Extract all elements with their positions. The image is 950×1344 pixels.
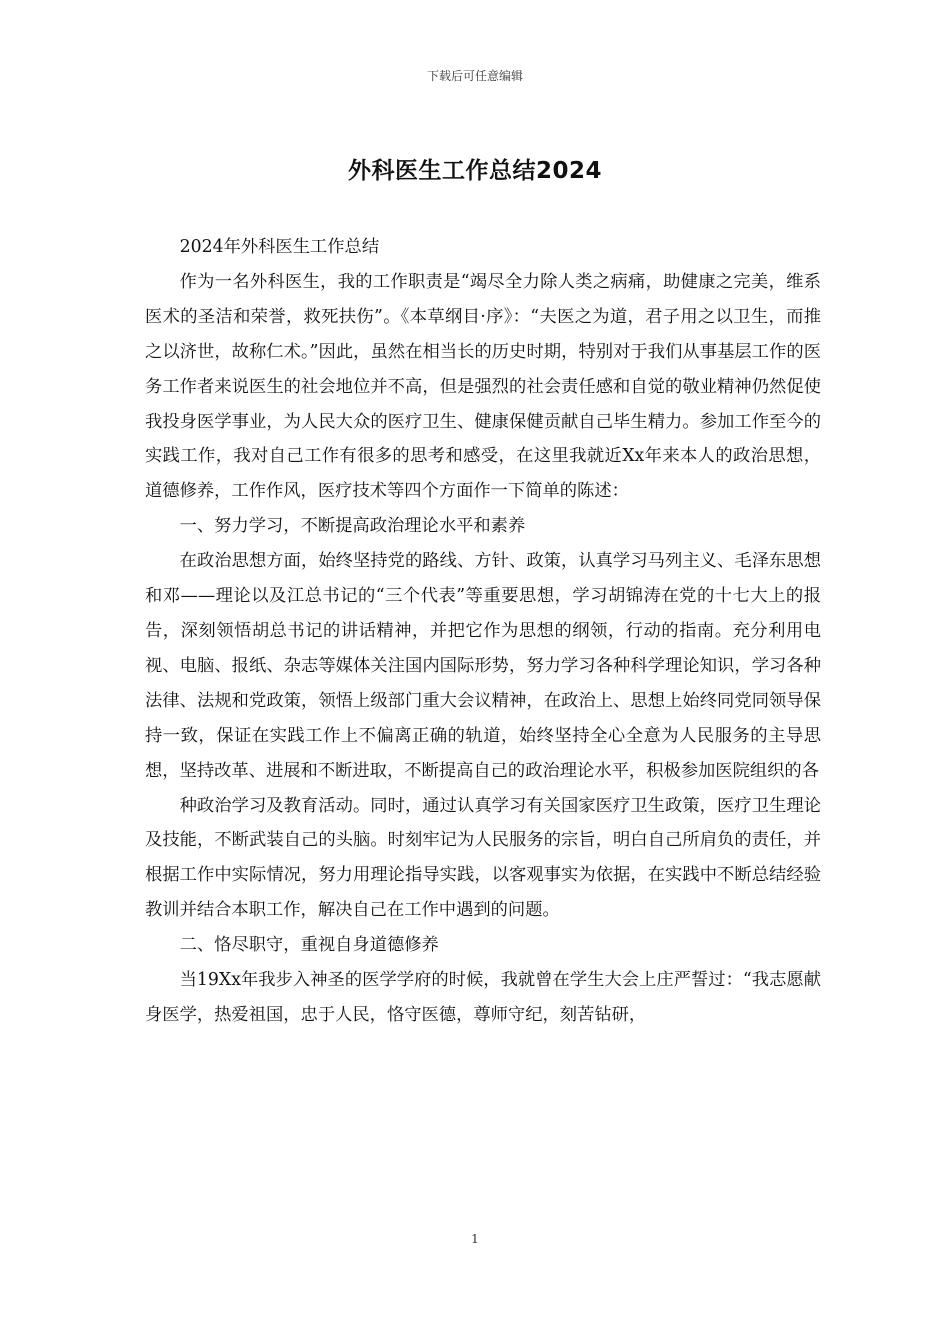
section-heading-1: 一、努力学习，不断提高政治理论水平和素养 — [179, 516, 526, 537]
body-paragraph: 在政治思想方面，始终坚持党的路线、方针、政策，认真学习马列主义、毛泽东思想和邓——理论以及江总书记的“三个代表”等重要思想，学习胡锦涛在党的十七大上的报告，深刻领悟胡总书记的讲话精神，并把它作为思想的纲领，行动的指南。充分利用电视、电脑、报纸、杂志等媒体关注国内国际形势，努力学习各种科学理论知识，学习各种法律、法规和党政策，领悟上级部门重大会议精神，在政治上、思想上始终同党同领导保持一致，保证在实践工作上不偏离正确的轨道，始终坚持全心全意为人民服务的主导思想，坚持改革、进展和不断进取，不断提高自己的政治理论水平，积极参加医院组织的各 — [145, 551, 821, 781]
subtitle-paragraph: 2024年外科医生工作总结 — [179, 237, 380, 257]
body-paragraph: 种政治学习及教育活动。同时，通过认真学习有关国家医疗卫生政策，医疗卫生理论及技能，不断武装自己的头脑。时刻牢记为人民服务的宗旨，明白自己所肩负的责任，并根据工作中实际情况，努力用理论指导实践，以客观事实为依据，在实践中不断总结经验教训并结合本职工作，解决自己在工作中遇到的问题。 — [145, 795, 821, 921]
body-paragraph: 当19Xx年我步入神圣的医学学府的时候，我就曾在学生大会上庄严誓过：“我志愿献身医学，热爱祖国，忠于人民，恪守医德，尊师守纪，刻苦钻研， — [145, 970, 821, 1025]
document-title: 外科医生工作总结2024 — [347, 158, 602, 184]
section-heading-2: 二、恪尽职守，重视自身道德修养 — [179, 935, 439, 956]
document-body — [145, 230, 821, 1033]
header-note: 下载后可任意编辑 — [426, 69, 523, 83]
intro-paragraph: 作为一名外科医生，我的工作职责是“竭尽全力除人类之病痛，助健康之完美，维系医术的圣洁和荣誉，救死扶伤”。《本草纲目·序》：“夫医之为道，君子用之以卫生，而推之以济世，故称仁术。”因此，虽然在相当长的历史时期，特别对于我们从事基层工作的医务工作者来说医生的社会地位并不高，但是强烈的社会责任感和自觉的敬业精神仍然促使我投身医学事业，为人民大众的医疗卫生、健康保健贡献自己毕生精力。参加工作至今的实践工作，我对自己工作有很多的思考和感受，在这里我就近Xx年来本人的政治思想，道德修养，工作作风，医疗技术等四个方面作一下简单的陈述： — [145, 271, 821, 502]
page-number: 1 — [471, 1232, 479, 1246]
